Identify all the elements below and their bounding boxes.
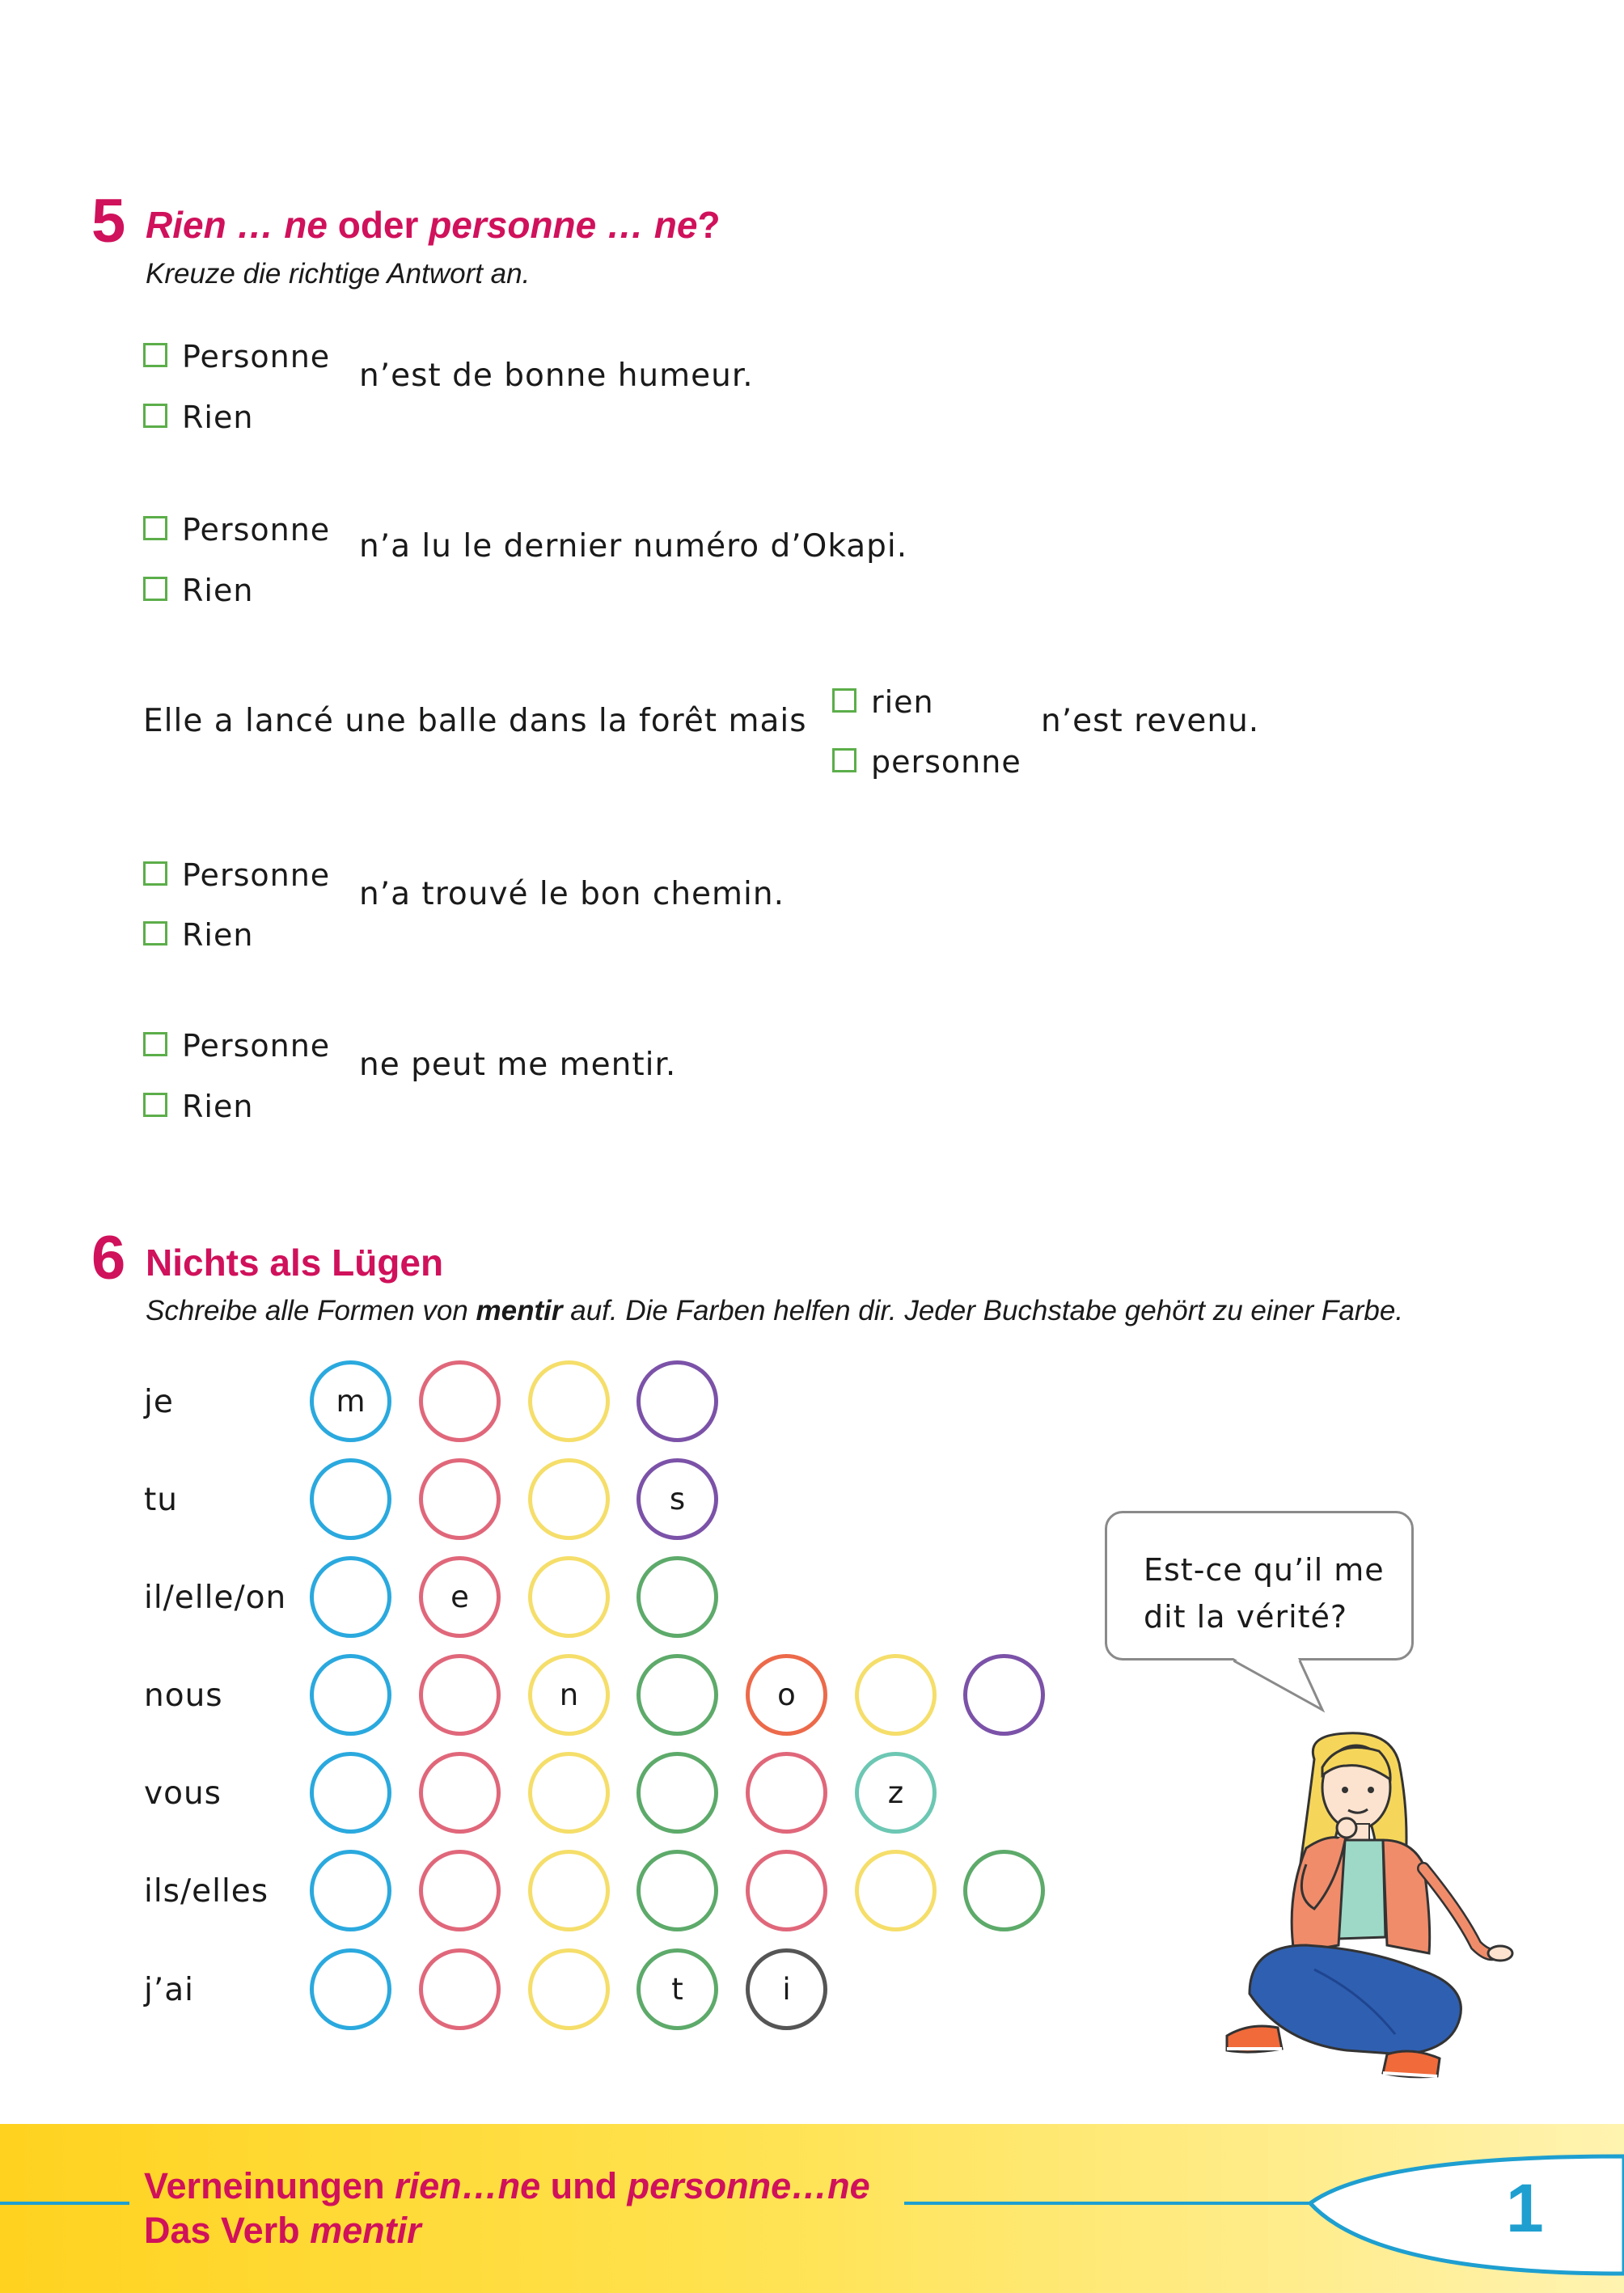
letter-circle[interactable] xyxy=(636,1360,718,1442)
exercise-5-instruction: Kreuze die richtige Antwort an. xyxy=(146,258,531,290)
footer-title-line1 xyxy=(144,2165,870,2206)
letter-circle[interactable] xyxy=(419,1850,501,1931)
letter-circle[interactable] xyxy=(746,1850,827,1931)
letter-circle[interactable] xyxy=(528,1850,610,1931)
letter-circle[interactable] xyxy=(419,1360,501,1442)
pronoun-label: il/elle/on xyxy=(144,1580,287,1616)
letter-circle[interactable] xyxy=(310,1948,391,2030)
option-label: Personne xyxy=(182,857,331,893)
title-part: personne … ne xyxy=(429,204,698,246)
sentence-text: n’a trouvé le bon chemin. xyxy=(359,876,785,912)
sentence-text: ne peut me mentir. xyxy=(359,1047,677,1083)
title-part: oder xyxy=(327,204,429,246)
option-label: Rien xyxy=(182,1089,254,1124)
letter-circle[interactable] xyxy=(636,1752,718,1834)
checkbox-personne[interactable] xyxy=(832,748,856,772)
pronoun-label: vous xyxy=(144,1775,222,1812)
footer-part: Verneinungen xyxy=(144,2165,395,2206)
letter-circle[interactable]: z xyxy=(855,1752,937,1834)
option-label: personne xyxy=(871,744,1021,780)
footer-part: personne…ne xyxy=(627,2165,870,2206)
letter-circle[interactable] xyxy=(636,1556,718,1638)
letter-circle[interactable] xyxy=(963,1850,1045,1931)
instruction-part: mentir xyxy=(476,1295,563,1326)
letter-circle[interactable] xyxy=(528,1948,610,2030)
exercise-6-instruction xyxy=(146,1297,1403,1325)
letter-circle[interactable]: o xyxy=(746,1654,827,1736)
letter-circle[interactable] xyxy=(746,1752,827,1834)
letter-circle[interactable] xyxy=(528,1556,610,1638)
checkbox-personne[interactable] xyxy=(143,861,167,886)
option-label: Rien xyxy=(182,917,254,953)
footer-title-line2 xyxy=(144,2212,421,2249)
letter-circle[interactable] xyxy=(310,1752,391,1834)
checkbox-rien[interactable] xyxy=(143,404,167,428)
letter-circle[interactable]: t xyxy=(636,1948,718,2030)
sentence-prefix: Elle a lancé une balle dans la forêt mais xyxy=(143,703,807,739)
checkbox-personne[interactable] xyxy=(143,1032,167,1056)
option-label: Rien xyxy=(182,573,254,608)
letter-circle[interactable] xyxy=(528,1458,610,1540)
letter-circle[interactable] xyxy=(419,1654,501,1736)
exercise-6-title: Nichts als Lügen xyxy=(146,1242,444,1284)
letter-circle[interactable] xyxy=(855,1850,937,1931)
sentence-text: n’est revenu. xyxy=(1041,703,1260,739)
exercise-5-title xyxy=(146,204,721,246)
instruction-part: auf. Die Farben helfen dir. Jeder Buchstabe gehört zu einer Farbe. xyxy=(562,1295,1404,1326)
checkbox-personne[interactable] xyxy=(143,516,167,540)
page-number: 1 xyxy=(1506,2170,1544,2246)
letter-circle[interactable] xyxy=(310,1850,391,1931)
letter-circle[interactable]: m xyxy=(310,1360,391,1442)
footer-part: rien…ne xyxy=(395,2165,541,2206)
pronoun-label: tu xyxy=(144,1482,179,1518)
checkbox-personne[interactable] xyxy=(143,343,167,367)
speech-bubble-tail xyxy=(1233,1656,1330,1713)
speech-bubble-text: Est-ce qu’il me dit la vérité? xyxy=(1144,1552,1385,1635)
pronoun-label: j’ai xyxy=(144,1972,194,2008)
pronoun-label: nous xyxy=(144,1677,223,1714)
pronoun-label: ils/elles xyxy=(144,1873,269,1910)
footer-part: und xyxy=(540,2165,628,2206)
letter-circle[interactable]: s xyxy=(636,1458,718,1540)
girl-illustration xyxy=(1217,1727,1516,2099)
letter-circle[interactable]: e xyxy=(419,1556,501,1638)
option-label: Rien xyxy=(182,400,254,435)
checkbox-rien[interactable] xyxy=(832,688,856,713)
option-label: Personne xyxy=(182,512,331,548)
checkbox-rien[interactable] xyxy=(143,577,167,601)
letter-circle[interactable] xyxy=(419,1948,501,2030)
pronoun-label: je xyxy=(144,1384,174,1420)
footer-decoration xyxy=(0,2124,1624,2293)
letter-circle[interactable] xyxy=(636,1850,718,1931)
checkbox-rien[interactable] xyxy=(143,921,167,946)
letter-circle[interactable] xyxy=(419,1752,501,1834)
letter-circle[interactable] xyxy=(855,1654,937,1736)
footer-part: Das Verb xyxy=(144,2210,311,2251)
letter-circle[interactable]: n xyxy=(528,1654,610,1736)
option-label: Personne xyxy=(182,1028,331,1064)
sentence-text: n’est de bonne humeur. xyxy=(359,357,754,394)
letter-circle[interactable] xyxy=(419,1458,501,1540)
letter-circle[interactable] xyxy=(310,1556,391,1638)
checkbox-rien[interactable] xyxy=(143,1093,167,1117)
option-label: Personne xyxy=(182,339,331,374)
title-part: Rien … ne xyxy=(146,204,328,246)
letter-circle[interactable]: i xyxy=(746,1948,827,2030)
exercise-6-number: 6 xyxy=(91,1224,126,1292)
exercise-5-number: 5 xyxy=(91,187,126,256)
title-part: ? xyxy=(697,204,721,246)
option-label: rien xyxy=(871,684,934,720)
letter-circle[interactable] xyxy=(963,1654,1045,1736)
instruction-part: Schreibe alle Formen von xyxy=(146,1295,476,1326)
letter-circle[interactable] xyxy=(528,1752,610,1834)
letter-circle[interactable] xyxy=(310,1654,391,1736)
footer-part: mentir xyxy=(310,2210,421,2251)
letter-circle[interactable] xyxy=(528,1360,610,1442)
letter-circle[interactable] xyxy=(310,1458,391,1540)
letter-circle[interactable] xyxy=(636,1654,718,1736)
sentence-text: n’a lu le dernier numéro d’Okapi. xyxy=(359,528,908,565)
